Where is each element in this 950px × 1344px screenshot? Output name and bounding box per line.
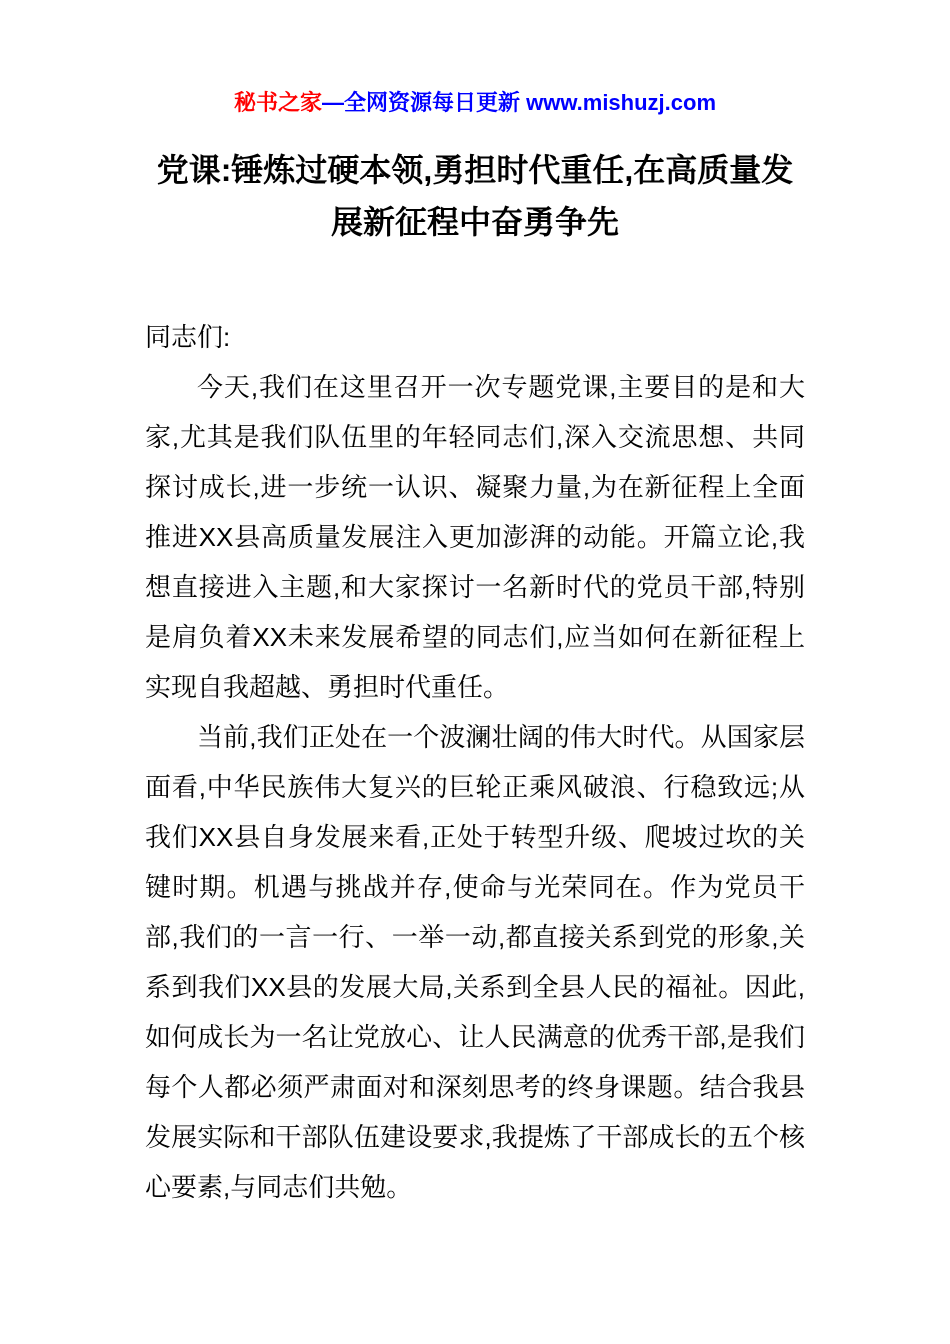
site-url-link[interactable]: www.mishuzj.com [526,90,717,115]
paragraph-1: 今天,我们在这里召开一次专题党课,主要目的是和大家,尤其是我们队伍里的年轻同志们,深入交流思想、共同探讨成长,进一步统一认识、凝聚力量,为在新征程上全面推进XX县高质量发展注入更加澎湃的动能。开篇立论,我想直接进入主题,和大家探讨一名新时代的党员干部,特别是肩负着XX未来发展希望的同志们,应当如何在新征程上实现自我超越、勇担时代重任。 [145,372,805,702]
site-tagline: —全网资源每日更新 [322,90,527,115]
site-brand: 秘书之家 [233,90,322,115]
document-body [145,312,805,1212]
document-title: 党课:锤炼过硬本领,勇担时代重任,在高质量发展新征程中奋勇争先 [156,152,794,240]
salutation: 同志们: [145,322,231,352]
site-header [145,88,805,118]
paragraph-2: 当前,我们正处在一个波澜壮阔的伟大时代。从国家层面看,中华民族伟大复兴的巨轮正乘风破浪、行稳致远;从我们XX县自身发展来看,正处于转型升级、爬坡过坎的关键时期。机遇与挑战并存,使命与光荣同在。作为党员干部,我们的一言一行、一举一动,都直接关系到党的形象,关系到我们XX县的发展大局,关系到全县人民的福祉。因此,如何成长为一名让党放心、让人民满意的优秀干部,是我们每个人都必须严肃面对和深刻思考的终身课题。结合我县发展实际和干部队伍建设要求,我提炼了干部成长的五个核心要素,与同志们共勉。 [145,722,805,1202]
